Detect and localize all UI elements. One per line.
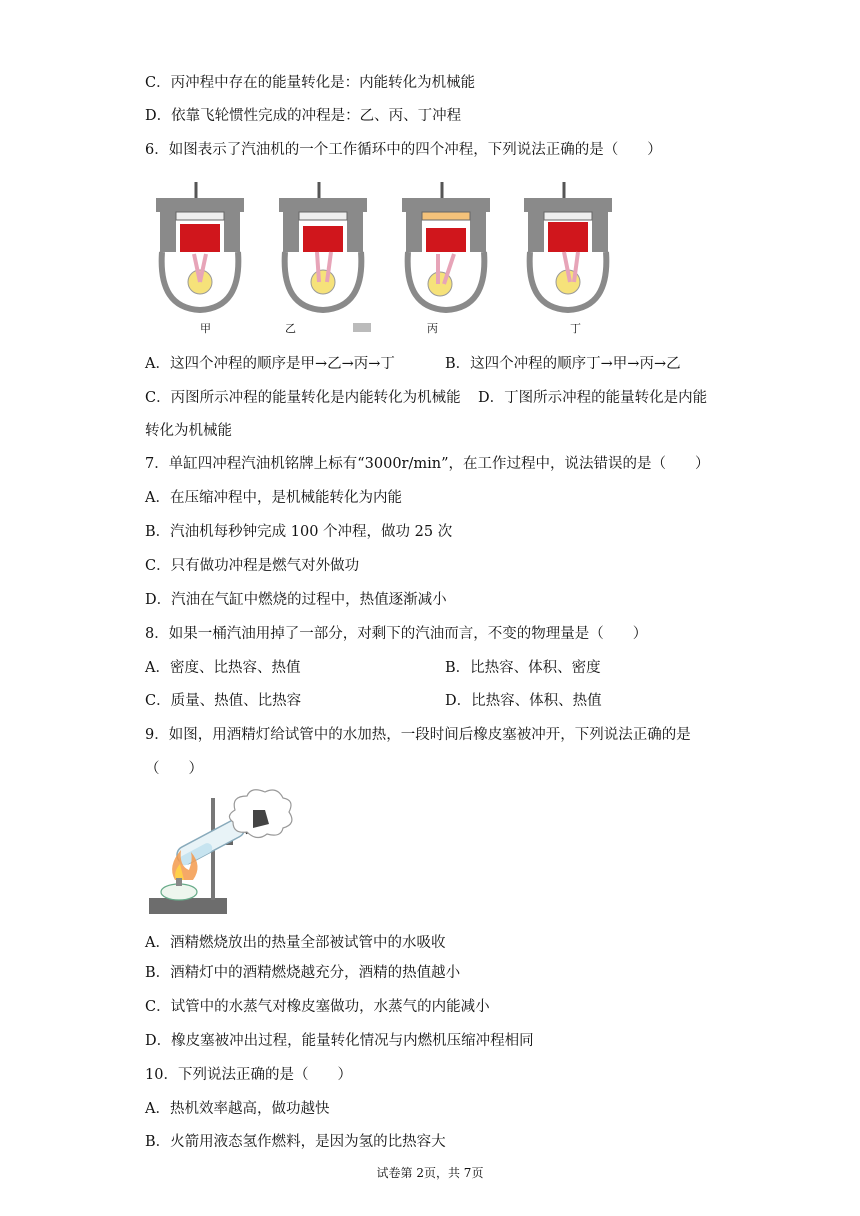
engine-stroke-yi (275, 178, 371, 318)
engine-stroke-jia (152, 178, 248, 318)
q8-option-b: B．比热容、体积、密度 (445, 660, 601, 676)
alcohol-lamp-figure (145, 788, 295, 918)
page-footer: 试卷第 2页，共 7页 (376, 1166, 484, 1180)
q9-option-b: B．酒精灯中的酒精燃烧越充分，酒精的热值越小 (145, 965, 461, 981)
figure-label-jia: 甲 (200, 322, 211, 335)
q7-option-b: B．汽油机每秒钟完成 100 个冲程，做功 25 次 (145, 524, 453, 540)
q9-stem: 9．如图，用酒精灯给试管中的水加热，一段时间后橡皮塞被冲开，下列说法正确的是 (145, 727, 691, 743)
q7-stem: 7．单缸四冲程汽油机铭牌上标有“3000r/min”，在工作过程中，说法错误的是（ ） (145, 456, 710, 472)
q7-option-d: D．汽油在气缸中燃烧的过程中，热值逐渐减小 (145, 592, 447, 608)
q7-option-a: A．在压缩冲程中，是机械能转化为内能 (145, 490, 402, 506)
q6-stem: 6．如图表示了汽油机的一个工作循环中的四个冲程，下列说法正确的是（ ） (145, 142, 662, 158)
q8-option-d: D．比热容、体积、热值 (445, 693, 602, 709)
q6-option-b: B．这四个冲程的顺序丁→甲→丙→乙 (445, 356, 681, 372)
figure-label-bing: 丙 (427, 322, 438, 335)
q6-option-a: A．这四个冲程的顺序是甲→乙→丙→丁 (145, 356, 395, 372)
figure-label-ding: 丁 (570, 322, 581, 335)
q5-option-d: D．依靠飞轮惯性完成的冲程是：乙、丙、丁冲程 (145, 108, 462, 124)
engine-stroke-ding (520, 178, 616, 318)
q6-option-c: C．丙图所示冲程的能量转化是内能转化为机械能 (145, 390, 461, 406)
q9-option-c: C．试管中的水蒸气对橡皮塞做功，水蒸气的内能减小 (145, 999, 490, 1015)
q5-option-c: C．丙冲程中存在的能量转化是：内能转化为机械能 (145, 75, 476, 91)
q8-stem: 8．如果一桶汽油用掉了一部分，对剩下的汽油而言，不变的物理量是（ ） (145, 626, 648, 642)
q10-stem: 10．下列说法正确的是（ ） (145, 1067, 352, 1083)
q7-option-c: C．只有做功冲程是燃气对外做功 (145, 558, 360, 574)
q6-option-d-cont: 转化为机械能 (145, 423, 232, 439)
figure-label-yi: 乙 (285, 322, 296, 335)
q9-answer-paren: （ ） (145, 761, 203, 777)
q9-option-d: D．橡皮塞被冲出过程，能量转化情况与内燃机压缩冲程相同 (145, 1033, 534, 1049)
q8-option-a: A．密度、比热容、热值 (145, 660, 301, 676)
q9-option-a: A．酒精燃烧放出的热量全部被试管中的水吸收 (145, 935, 446, 951)
q8-option-c: C．质量、热值、比热容 (145, 693, 302, 709)
q10-option-a: A．热机效率越高，做功越快 (145, 1101, 330, 1117)
q10-option-b: B．火箭用液态氢作燃料，是因为氢的比热容大 (145, 1134, 446, 1150)
engine-stroke-bing (398, 178, 494, 318)
scan-smudge (353, 323, 371, 332)
q6-option-d: D．丁图所示冲程的能量转化是内能 (478, 390, 708, 406)
